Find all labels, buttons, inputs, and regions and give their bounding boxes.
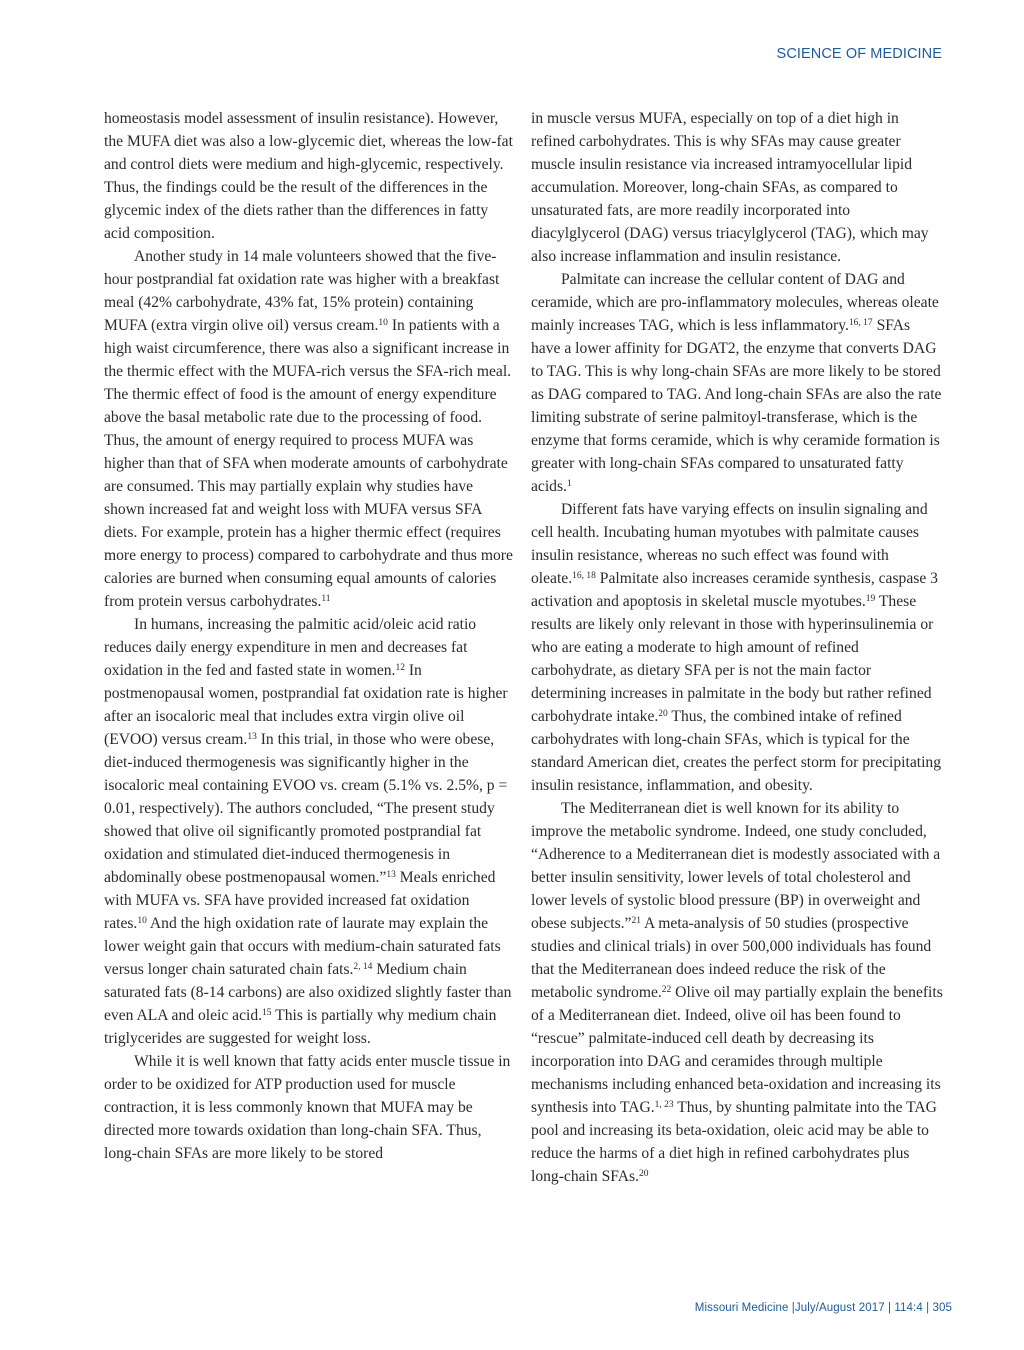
left-column bbox=[104, 107, 516, 1165]
page-footer: Missouri Medicine |July/August 2017 | 114:4 | 305 bbox=[694, 1302, 952, 1314]
section-header: SCIENCE OF MEDICINE bbox=[776, 46, 942, 62]
right-column bbox=[531, 107, 943, 1188]
paragraph: While it is well known that fatty acids enter muscle tissue in order to be oxidized for ATP production used for muscle contraction, it is less commonly known that MUFA may be directed more towards oxidation than long-chain SFA. Thus, long-chain SFAs are more likely to be stored bbox=[104, 1053, 511, 1162]
citation: 1, 23 bbox=[654, 1100, 674, 1110]
paragraph: in muscle versus MUFA, especially on top of a diet high in refined carbohydrates. This is why SFAs may cause greater muscle insulin resistance via increased intramyocellular lipid accumulation. Moreover, long-chain SFAs, as compared to unsaturated fats, are more readily incorporated into diacylglycerol (DAG) versus triacylglycerol (TAG), which may also increase inflammation and insulin resistance. bbox=[531, 110, 929, 265]
citation: 10 bbox=[378, 318, 388, 328]
citation: 11 bbox=[321, 594, 331, 604]
paragraph: homeostasis model assessment of insulin resistance). However, the MUFA diet was also a low-glycemic diet, whereas the low-fat and control diets were medium and high-glycemic, respectively. Thus, the findings could be the result of the differences in the glycemic index of the diets rather than the differences in fatty acid composition. bbox=[104, 110, 513, 242]
citation: 13 bbox=[247, 732, 257, 742]
paragraph: In humans, increasing the palmitic acid/oleic acid ratio reduces daily energy expenditure in men and decreases fat oxidation in the fed and fasted state in women.$^{12}$ In postmenopausal women, postprandial fat oxidation rate is higher after an isocaloric meal that includes extra virgin olive oil (EVOO) versus cream.$^{13}$ In this trial, in those who were obese, diet-induced thermogenesis was significantly higher in the isocaloric meal containing EVOO vs. cream (5.1% vs. 2.5%, p = 0.01, respectively). The authors concluded, “The present study showed that olive oil significantly promoted postprandial fat oxidation and stimulated diet-induced thermogenesis in abdominally obese postmenopausal women.”$^{13}$ Meals enriched with MUFA vs. SFA have provided increased fat oxidation rates.$^{10}$ And the high oxidation rate of laurate may explain the lower weight gain that occurs with medium-chain saturated fats versus longer chain saturated chain fats.$^{2, 14}$ Medium chain saturated fats (8-14 carbons) are also oxidized slightly faster than even ALA and oleic acid.$^{15}$ This is partially why medium chain triglycerides are suggested for weight loss. bbox=[104, 616, 512, 1047]
citation: 19 bbox=[865, 594, 876, 604]
citation: 10 bbox=[137, 916, 147, 926]
citation: 15 bbox=[262, 1008, 272, 1018]
paragraph: Palmitate can increase the cellular content of DAG and ceramide, which are pro-inflammatory molecules, whereas oleate mainly increases TAG, which is less inflammatory.$^{16, 17}$ SFAs have a lower affinity for DGAT2, the enzyme that converts DAG to TAG. This is why long-chain SFAs are more likely to be stored as DAG compared to TAG. And long-chain SFAs are also the rate limiting substrate of serine palmitoyl-transferase, which is the enzyme that forms ceramide, which is why ceramide formation is greater with long-chain SFAs compared to unsaturated fatty acids.$^1$ bbox=[531, 271, 942, 495]
citation: 12 bbox=[395, 663, 405, 673]
citation: 2, 14 bbox=[353, 962, 373, 972]
paragraph: Different fats have varying effects on insulin signaling and cell health. Incubating human myotubes with palmitate causes insulin resistance, whereas no such effect was found with oleate.$^{16, 18}$ Palmitate also increases ceramide synthesis, caspase 3 activation and apoptosis in skeletal muscle myotubes.$^{19}$ These results are likely only relevant in those with hyperinsulinemia or who are eating a moderate to high amount of refined carbohydrate, as dietary SFA per is not the main factor determining increases in palmitate in the body but rather refined carbohydrate intake.$^{20}$ Thus, the combined intake of refined carbohydrates with long-chain SFAs, which is typical for the standard American diet, creates the perfect storm for precipitating insulin resistance, inflammation, and obesity. bbox=[531, 501, 942, 794]
citation: 13 bbox=[386, 870, 396, 880]
citation: 22 bbox=[661, 985, 672, 995]
citation: 1 bbox=[566, 479, 572, 489]
citation: 20 bbox=[639, 1169, 649, 1179]
citation: 16, 17 bbox=[848, 318, 873, 328]
citation: 16, 18 bbox=[572, 571, 596, 581]
citation: 20 bbox=[658, 709, 668, 719]
paragraph: Another study in 14 male volunteers showed that the five-hour postprandial fat oxidation rate was higher with a breakfast meal (42% carbohydrate, 43% fat, 15% protein) containing MUFA (extra virgin olive oil) versus cream.$^{10}$ In patients with a high waist circumference, there was also a significant increase in the thermic effect with the MUFA-rich versus the SFA-rich meal. The thermic effect of food is the amount of energy expenditure above the basal metabolic rate due to the processing of food. Thus, the amount of energy required to process MUFA was higher than that of SFA when moderate amounts of carbohydrate are consumed. This may partially explain why studies have shown increased fat and weight loss with MUFA versus SFA diets. For example, protein has a higher thermic effect (requires more energy to process) compared to carbohydrate and thus more calories are burned when consuming equal amounts of calories from protein versus carbohydrates.$^{11}$ bbox=[104, 248, 513, 610]
citation: 21 bbox=[631, 916, 641, 926]
paragraph: The Mediterranean diet is well known for its ability to improve the metabolic syndrome. Indeed, one study concluded, “Adherence to a Mediterranean diet is modestly associated with a better insulin sensitivity, lower levels of total cholesterol and lower levels of systolic blood pressure (BP) in overweight and obese subjects.”$^{21}$ A meta-analysis of 50 studies (prospective studies and clinical trials) in over 500,000 individuals has found that the Mediterranean does indeed reduce the risk of the metabolic syndrome.$^{22}$ Olive oil may partially explain the benefits of a Mediterranean diet. Indeed, olive oil has been found to “rescue” palmitate-induced cell death by decreasing its incorporation into DAG and ceramides through multiple mechanisms including enhanced beta-oxidation and increasing its synthesis into TAG.$^{1, 23}$ Thus, by shunting palmitate into the TAG pool and increasing its beta-oxidation, oleic acid may be able to reduce the harms of a diet high in refined carbohydrates plus long-chain SFAs.$^{20}$ bbox=[531, 800, 943, 1185]
